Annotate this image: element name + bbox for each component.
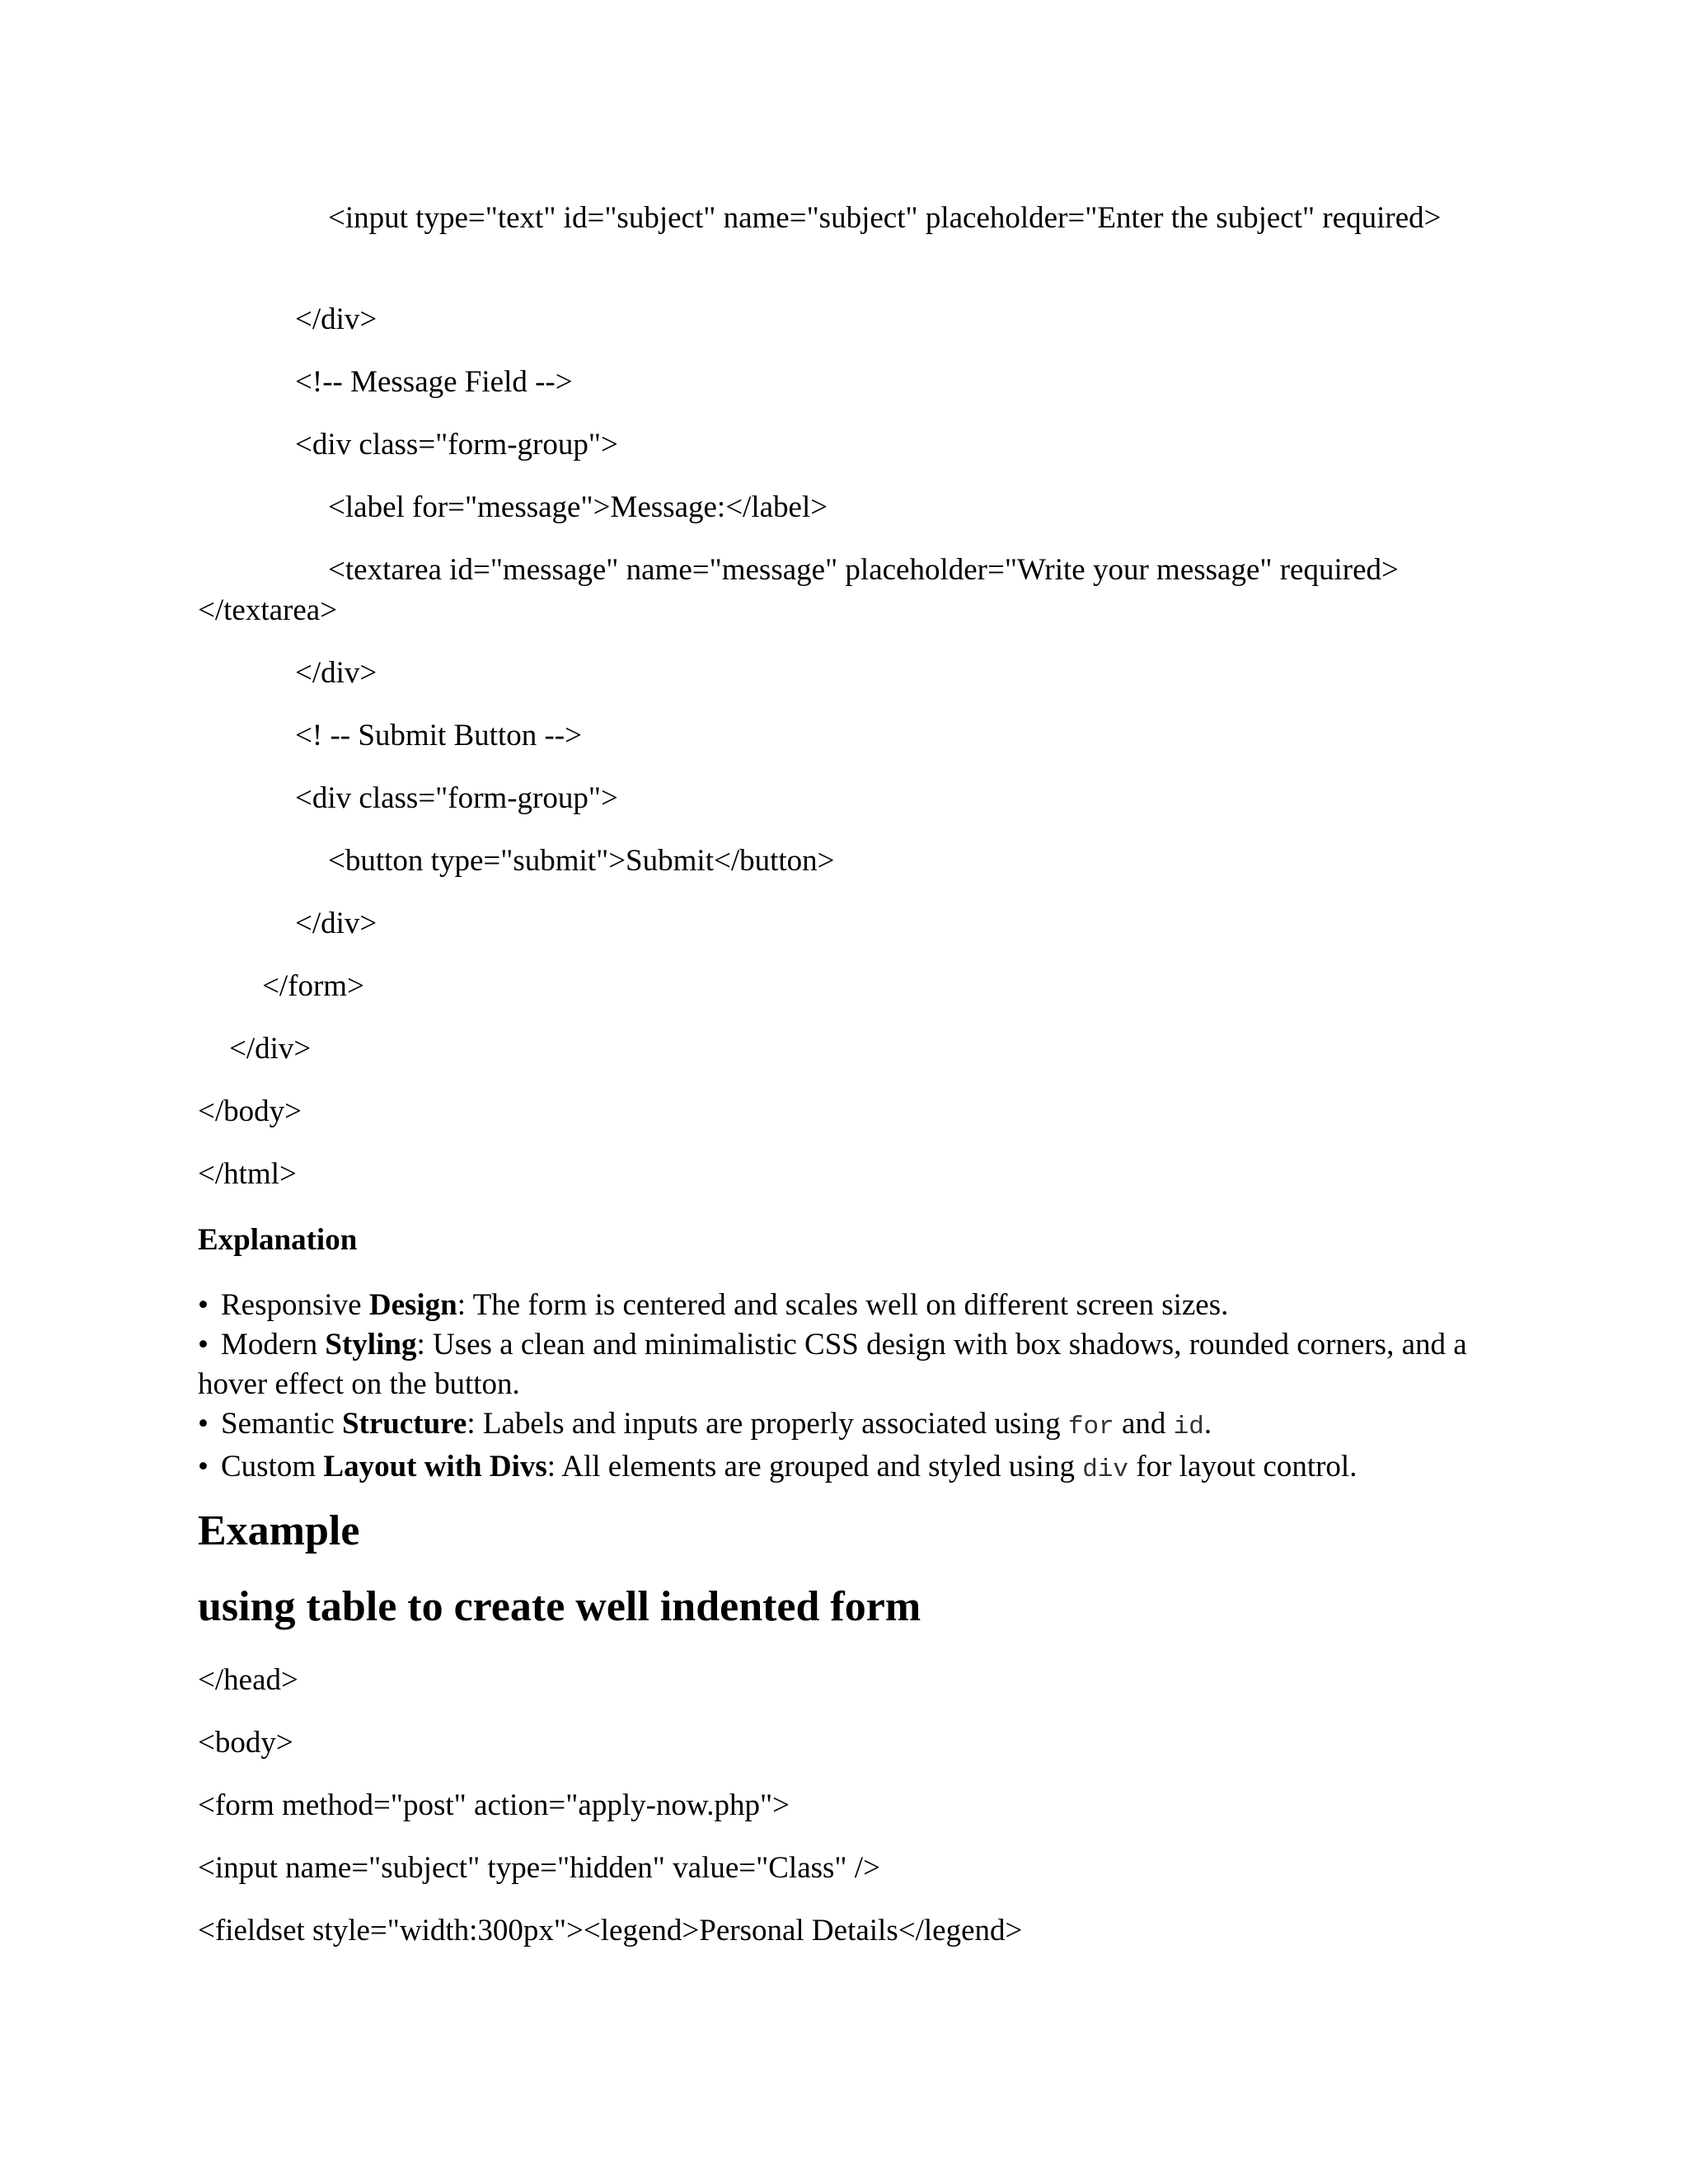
bullet-prefix: Modern <box>221 1328 326 1361</box>
bullet-icon: • <box>198 1288 209 1322</box>
code-line-label-message: <label for="message">Message:</label> <box>328 490 828 524</box>
example-heading: Example <box>198 1507 360 1554</box>
bullet-term: Design <box>368 1288 457 1322</box>
bullet-icon: • <box>198 1407 209 1441</box>
bullet-text: : Labels and inputs are properly associated using <box>467 1407 1068 1441</box>
code-text: <textarea id="message" name="message" placeholder="Write your message" required></textarea> <box>198 553 1399 627</box>
code-line-close-body: </body> <box>198 1094 302 1128</box>
code-line-close-html: </html> <box>198 1157 297 1191</box>
example-subheading: using table to create well indented form <box>198 1583 921 1630</box>
bullet-text: : The form is centered and scales well on different screen sizes. <box>457 1288 1229 1322</box>
list-item <box>198 1286 1484 1325</box>
list-item <box>198 1325 1484 1404</box>
bullet-term: Styling <box>325 1328 417 1361</box>
inline-code: for <box>1067 1413 1114 1441</box>
list-item <box>198 1404 1484 1447</box>
bullet-prefix: Semantic <box>221 1407 342 1441</box>
code-line-div-form-group: <div class="form-group"> <box>295 428 618 462</box>
bullet-text: and <box>1114 1407 1174 1441</box>
explanation-heading: Explanation <box>198 1223 358 1257</box>
bullet-term: Structure <box>341 1407 467 1441</box>
inline-code: id <box>1173 1413 1204 1441</box>
code-line-comment-message: <!-- Message Field --> <box>295 365 573 399</box>
bullet-icon: • <box>198 1450 209 1483</box>
bullet-text: for layout control. <box>1128 1450 1357 1483</box>
bullet-text: . <box>1203 1407 1212 1441</box>
code-line-div-form-group: <div class="form-group"> <box>295 781 618 815</box>
code-line-close-div: </div> <box>295 302 377 336</box>
code-line-close-form: </form> <box>262 969 364 1003</box>
code-line-form-open: <form method="post" action="apply-now.php"> <box>198 1788 790 1822</box>
bullet-text: : Uses a clean and minimalistic CSS design with box shadows, rounded corners, and a hover effect on the button. <box>198 1328 1467 1401</box>
bullet-text: : All elements are grouped and styled using <box>546 1450 1083 1483</box>
bullet-term: Layout with Divs <box>323 1450 547 1483</box>
code-text: <input type="text" id="subject" name="subject" placeholder="Enter the subject" required> <box>328 201 1442 235</box>
code-line-close-div: </div> <box>229 1032 312 1066</box>
code-line-close-head: </head> <box>198 1663 298 1697</box>
explanation-list <box>198 1286 1484 1490</box>
bullet-prefix: Custom <box>221 1450 324 1483</box>
code-line-close-div: </div> <box>295 656 377 690</box>
code-line-textarea-message <box>198 550 1484 630</box>
code-line-input-hidden: <input name="subject" type="hidden" value="Class" /> <box>198 1851 880 1885</box>
code-line-button-submit: <button type="submit">Submit</button> <box>328 844 835 878</box>
code-line-input-subject <box>198 198 1484 238</box>
list-item <box>198 1447 1484 1490</box>
inline-code: div <box>1082 1455 1129 1484</box>
code-line-close-div: </div> <box>295 907 377 940</box>
code-line-fieldset: <fieldset style="width:300px"><legend>Personal Details</legend> <box>198 1914 1023 1947</box>
bullet-prefix: Responsive <box>221 1288 369 1322</box>
code-line-open-body: <body> <box>198 1726 293 1760</box>
bullet-icon: • <box>198 1328 209 1361</box>
code-line-comment-submit: <! -- Submit Button --> <box>295 719 582 752</box>
